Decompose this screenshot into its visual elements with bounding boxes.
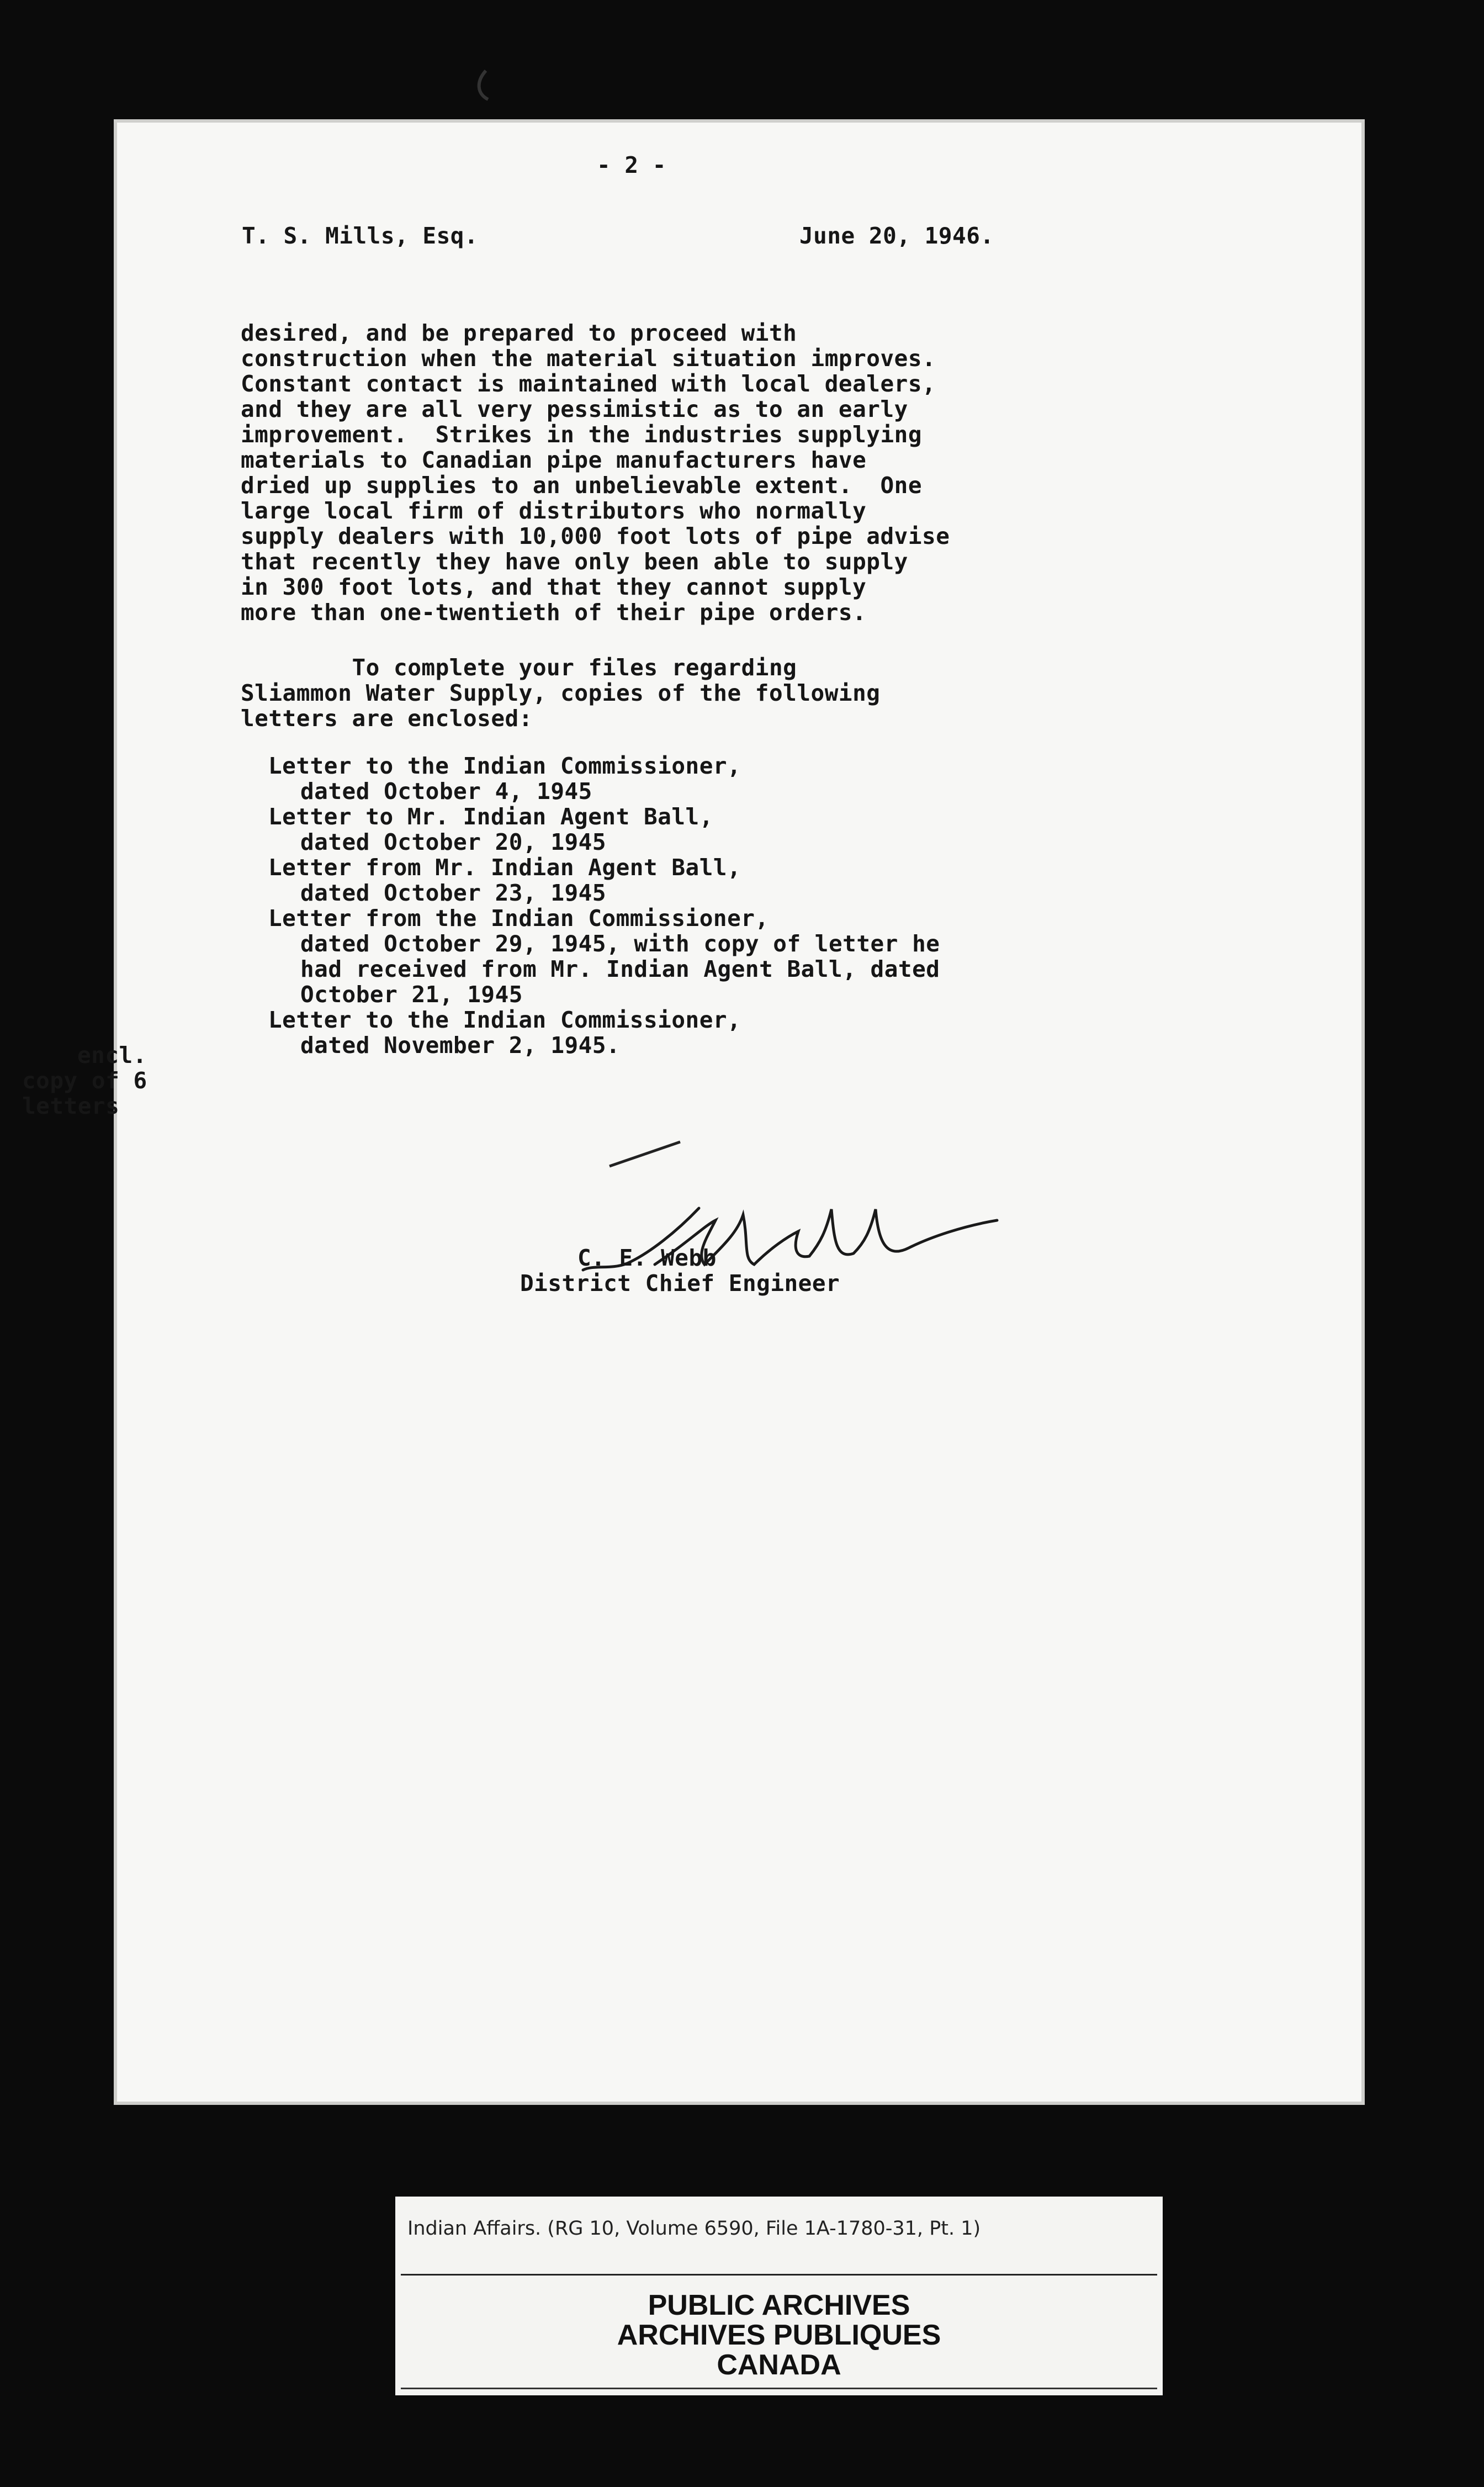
- text-line: in 300 foot lots, and that they cannot supply: [241, 574, 867, 600]
- text-line: encl.: [77, 1042, 147, 1068]
- stamp-line: CANADA: [717, 2349, 841, 2381]
- text-line: desired, and be prepared to proceed with: [241, 320, 797, 346]
- text-line: Sliammon Water Supply, copies of the following: [241, 680, 881, 706]
- page-number: - 2 -: [597, 152, 666, 178]
- text-line: improvement. Strikes in the industries supplying: [241, 421, 923, 448]
- text-line: large local firm of distributors who normally: [241, 498, 867, 524]
- body-paragraph-1: [241, 320, 1080, 625]
- text-line: letters are enclosed:: [241, 705, 533, 732]
- list-item-detail: dated November 2, 1945.: [300, 1032, 621, 1059]
- text-line: letters: [22, 1093, 120, 1119]
- list-item-detail: dated October 4, 1945: [300, 778, 592, 805]
- stamp-line: ARCHIVES PUBLIQUES: [617, 2319, 941, 2351]
- text-line: more than one-twentieth of their pipe orders.: [241, 599, 867, 626]
- list-item-detail: dated October 23, 1945: [300, 880, 607, 906]
- text-line: Constant contact is maintained with local dealers,: [241, 371, 936, 397]
- text-line: materials to Canadian pipe manufacturers have: [241, 447, 867, 473]
- stamp-line: PUBLIC ARCHIVES: [648, 2289, 910, 2321]
- text-line: construction when the material situation improves.: [241, 345, 936, 372]
- enclosure-margin-note: [22, 1043, 166, 1119]
- list-item-detail: had received from Mr. Indian Agent Ball, dated: [300, 956, 940, 982]
- text-line: copy of 6: [22, 1067, 147, 1094]
- list-item: Letter from the Indian Commissioner,: [268, 905, 769, 932]
- divider: [401, 2274, 1157, 2276]
- archive-stamp: [395, 2290, 1163, 2380]
- signatory-name: C. E. Webb: [577, 1245, 717, 1271]
- divider: [401, 2388, 1157, 2389]
- list-item: Letter from Mr. Indian Agent Ball,: [268, 854, 741, 881]
- pencil-mark-icon: [464, 65, 497, 109]
- list-item: Letter to the Indian Commissioner,: [268, 753, 741, 779]
- list-item-detail: dated October 29, 1945, with copy of letter he: [300, 930, 940, 957]
- list-item-detail: October 21, 1945: [300, 981, 523, 1008]
- check-mark-icon: [606, 1137, 683, 1171]
- addressee: T. S. Mills, Esq.: [242, 223, 479, 249]
- text-line: and they are all very pessimistic as to an early: [241, 396, 908, 422]
- archive-reference: Indian Affairs. (RG 10, Volume 6590, File 1A-1780-31, Pt. 1): [407, 2218, 981, 2240]
- list-item: Letter to the Indian Commissioner,: [268, 1007, 741, 1033]
- letter-date: June 20, 1946.: [799, 223, 994, 249]
- list-item: Letter to Mr. Indian Agent Ball,: [268, 803, 713, 830]
- text-line: supply dealers with 10,000 foot lots of pipe advise: [241, 523, 950, 549]
- enclosure-list: [268, 753, 1096, 1058]
- text-line: dried up supplies to an unbelievable extent. One: [241, 472, 923, 499]
- list-item-detail: dated October 20, 1945: [300, 829, 607, 855]
- text-line: To complete your files regarding: [241, 654, 797, 681]
- body-paragraph-2: [241, 655, 1014, 731]
- text-line: that recently they have only been able to supply: [241, 548, 908, 575]
- signatory-title: District Chief Engineer: [520, 1270, 840, 1297]
